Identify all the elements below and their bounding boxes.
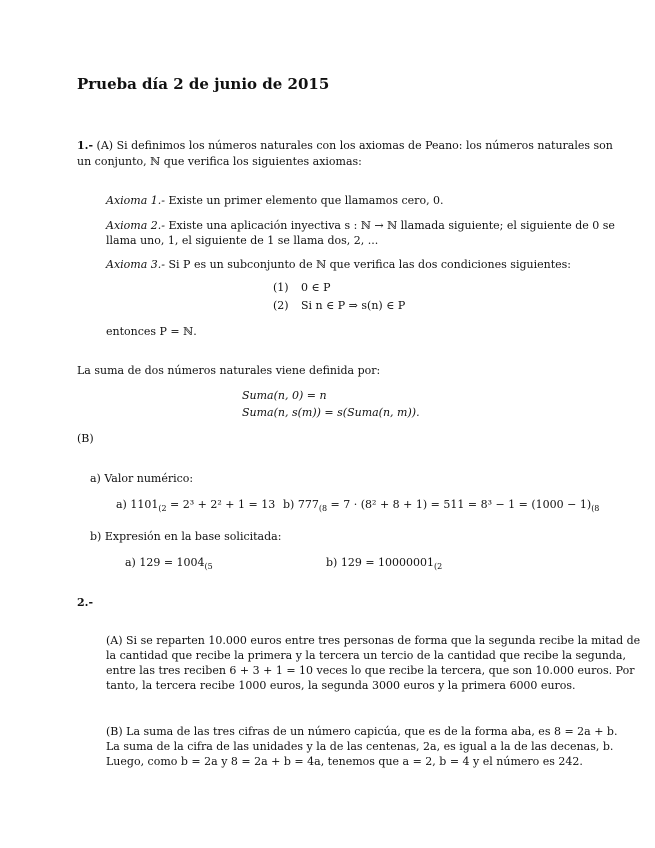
axiom-2-text-1: Existe una aplicación inyectiva s : ℕ → ℕ llamada siguiente; el siguiente de 0 se: [168, 219, 615, 232]
numeric-value-b: [283, 498, 600, 514]
base-expression-a-radix: (5: [204, 562, 213, 572]
part-b-label: (B): [77, 432, 94, 445]
q1-intro-text-1: (A) Si definimos los números naturales con los axiomas de Peano: los números naturales son: [93, 139, 613, 152]
numeric-value-a-radix: (2: [158, 504, 167, 514]
q1-number: 1.-: [77, 139, 94, 152]
axiom-3: [106, 258, 571, 271]
numeric-value-a: [116, 498, 276, 514]
q2-part-a-line-1: (A) Si se reparten 10.000 euros entre tres personas de forma que la segunda recibe la mitad de: [106, 634, 641, 647]
base-expression-heading: b) Expresión en la base solicitada:: [90, 530, 282, 543]
condition-2: Si n ∈ P ⇒ s(n) ∈ P: [301, 299, 406, 312]
q1-intro-line-2: un conjunto, ℕ que verifica los siguientes axiomas:: [77, 155, 362, 168]
base-expression-b-radix: (2: [434, 562, 443, 572]
numeric-value-b-radix: (8: [318, 504, 328, 514]
q2-part-a-line-2: la cantidad que recibe la primera y la tercera un tercio de la cantidad que recibe la segunda,: [106, 649, 626, 662]
page-title: Prueba día 2 de junio de 2015: [77, 75, 330, 93]
numeric-value-a-result: = 2³ + 2² + 1 = 13: [166, 498, 276, 511]
condition-1: 0 ∈ P: [301, 281, 331, 294]
axiom-2-line-2: llama uno, 1, el siguiente de 1 se llama dos, 2, ...: [106, 234, 379, 247]
condition-1-number: (1): [273, 281, 289, 294]
base-expression-a: [125, 556, 213, 572]
axiom-2-line-1: [106, 219, 615, 232]
axiom-2-label: Axioma 2.-: [106, 219, 165, 232]
base-expression-b-value: b) 129 = 10000001: [326, 556, 435, 569]
q2-part-b-line-1: (B) La suma de las tres cifras de un número capicúa, que es de la forma aba, es 8 = 2a + b.: [106, 725, 618, 738]
numeric-value-b-radix-2: (8: [591, 504, 600, 514]
sum-definition-2: Suma(n, s(m)) = s(Suma(n, m)).: [242, 406, 420, 419]
axiom-1-text: Existe un primer elemento que llamamos cero, 0.: [168, 194, 444, 207]
condition-2-number: (2): [273, 299, 289, 312]
axiom-3-conclusion: entonces P = ℕ.: [106, 325, 197, 338]
numeric-value-b-result: = 7 · (8² + 8 + 1) = 511 = 8³ − 1 = (1000 − 1): [327, 498, 592, 511]
axiom-1-label: Axioma 1.-: [106, 194, 165, 207]
q2-part-b-line-3: Luego, como b = 2a y 8 = 2a + b = 4a, tenemos que a = 2, b = 4 y el número es 242.: [106, 755, 583, 768]
axiom-3-label: Axioma 3.-: [106, 258, 165, 271]
numeric-value-a-base: a) 1101: [116, 498, 159, 511]
axiom-3-text: Si P es un subconjunto de ℕ que verifica las dos condiciones siguientes:: [168, 258, 571, 271]
q1-intro-line-1: [77, 139, 613, 152]
q2-part-a-line-4: tanto, la tercera recibe 1000 euros, la segunda 3000 euros y la primera 6000 euros.: [106, 679, 576, 692]
base-expression-b: [326, 556, 443, 572]
q2-part-b-line-2: La suma de la cifra de las unidades y la de las centenas, 2a, es igual a la de las decenas, b.: [106, 740, 614, 753]
axiom-1: [106, 194, 444, 207]
numeric-value-b-base: b) 777: [283, 498, 319, 511]
numeric-value-heading: a) Valor numérico:: [90, 472, 194, 485]
sum-definition-1: Suma(n, 0) = n: [242, 389, 327, 402]
q2-part-a-line-3: entre las tres reciben 6 + 3 + 1 = 10 veces lo que recibe la tercera, que son 10.000 euros. Por: [106, 664, 635, 677]
sum-intro: La suma de dos números naturales viene definida por:: [77, 364, 381, 377]
q2-number: 2.-: [77, 596, 94, 609]
base-expression-a-value: a) 129 = 1004: [125, 556, 205, 569]
